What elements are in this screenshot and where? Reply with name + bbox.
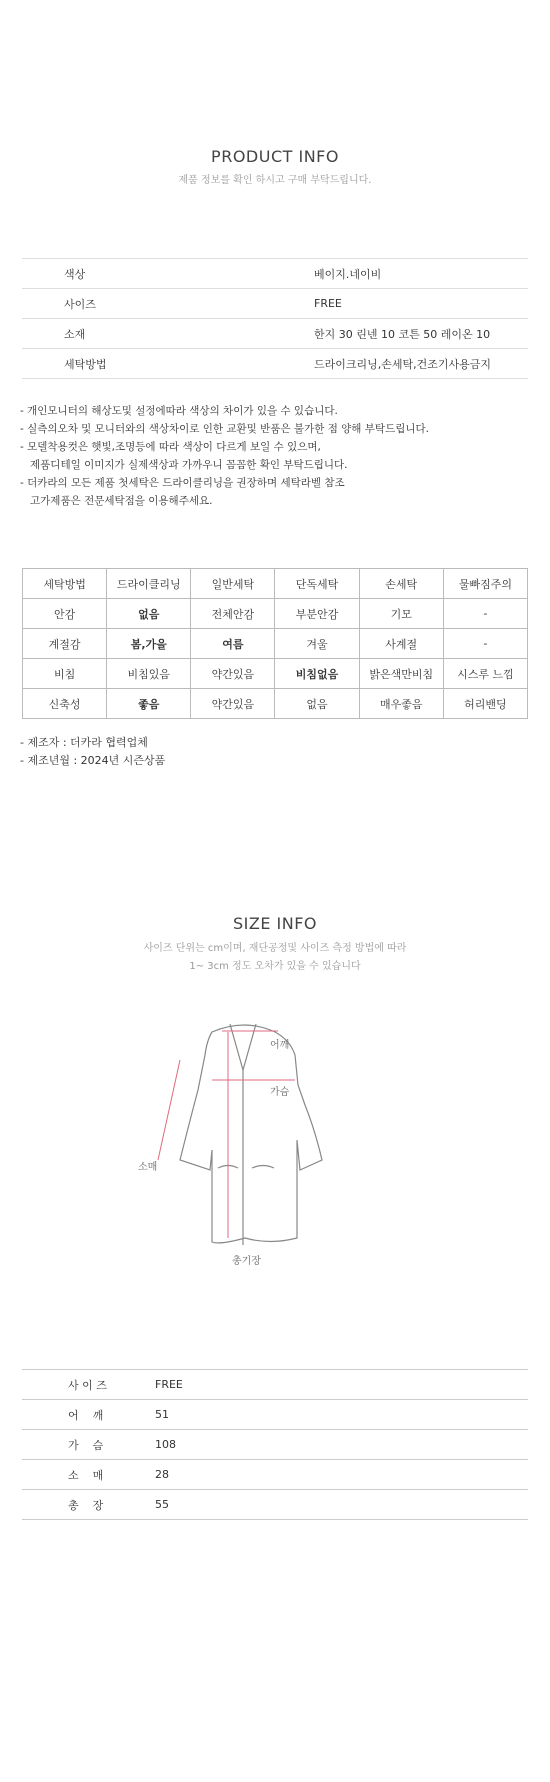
info-label: 소재 (64, 327, 86, 341)
size-value: 55 (155, 1498, 169, 1511)
info-value: FREE (314, 297, 342, 310)
measure-lines (158, 1031, 295, 1238)
table-row (23, 659, 528, 689)
care-cell: 밝은색만비침 (359, 659, 443, 689)
info-label: 색상 (64, 267, 86, 281)
notice-line: - 더카라의 모든 제품 첫세탁은 드라이클리닝을 권장하며 세탁라벨 참조 (20, 477, 345, 489)
table-row (22, 289, 528, 319)
length-label: 총기장 (232, 1256, 261, 1267)
notice-line: - 개인모니터의 해상도및 설정에따라 색상의 차이가 있을 수 있습니다. (20, 405, 338, 417)
care-cell: 매우좋음 (359, 689, 443, 719)
shoulder-label: 어깨 (270, 1040, 290, 1051)
info-label: 세탁방법 (64, 357, 107, 371)
size-label: 사 이 즈 (68, 1378, 107, 1392)
size-value: 108 (155, 1438, 176, 1451)
care-cell: 비침 (23, 659, 107, 689)
care-cell: 좋음 (107, 689, 191, 719)
info-value: 드라이크리닝,손세탁,건조기사용금지 (314, 357, 492, 371)
care-cell: 약간있음 (191, 659, 275, 689)
notice-line: 제품디테일 이미지가 실제색상과 가까우니 꼼꼼한 확인 부탁드립니다. (20, 459, 348, 471)
care-cell: 계절감 (23, 629, 107, 659)
care-cell: 없음 (107, 599, 191, 629)
care-cell: - (443, 599, 527, 629)
table-row (23, 689, 528, 719)
info-value: 한지 30 린넨 10 코튼 50 레이온 10 (314, 327, 491, 341)
size-value: 28 (155, 1468, 169, 1481)
size-label: 총 장 (68, 1498, 104, 1512)
care-header-cell: 세탁방법 (23, 569, 107, 599)
care-cell: 없음 (275, 689, 359, 719)
info-value: 베이지.네이비 (314, 267, 382, 281)
size-label: 어 깨 (68, 1408, 104, 1422)
table-row (23, 629, 528, 659)
table-row (22, 1400, 528, 1430)
care-header-cell: 드라이클리닝 (107, 569, 191, 599)
size-info-subtitle-2: 1~ 3cm 정도 오차가 있을 수 있습니다 (189, 961, 361, 972)
maker-info (20, 734, 165, 770)
size-value: FREE (155, 1378, 183, 1391)
care-cell: 안감 (23, 599, 107, 629)
table-row (22, 1430, 528, 1460)
care-cell: 전체안감 (191, 599, 275, 629)
table-row (23, 599, 528, 629)
care-header-cell: 물빠짐주의 (443, 569, 527, 599)
care-cell: 기모 (359, 599, 443, 629)
table-row (22, 349, 528, 379)
table-row (22, 319, 528, 349)
garment-diagram (138, 1010, 380, 1270)
care-cell: 겨울 (275, 629, 359, 659)
notice-line: 고가제품은 전문세탁점을 이용해주세요. (20, 495, 213, 507)
product-info-subtitle: 제품 정보를 확인 하시고 구매 부탁드립니다. (178, 175, 372, 186)
sleeve-label: 소매 (138, 1162, 158, 1173)
maker-line: - 제조자 : 더카라 협력업체 (20, 736, 148, 749)
notice-line: - 모델착용컷은 햇빛,조명등에 따라 색상이 다르게 보일 수 있으며, (20, 441, 321, 453)
product-info-title: PRODUCT INFO (211, 147, 339, 166)
care-header-cell: 일반세탁 (191, 569, 275, 599)
care-cell: 봄,가을 (107, 629, 191, 659)
care-cell: 약간있음 (191, 689, 275, 719)
maker-line: - 제조년월 : 2024년 시즌상품 (20, 754, 166, 767)
table-row (22, 1490, 528, 1520)
table-row (22, 259, 528, 289)
chest-label: 가슴 (270, 1087, 290, 1098)
care-cell: 비침없음 (275, 659, 359, 689)
care-cell: 여름 (191, 629, 275, 659)
notice-line: - 실측의오차 및 모니터와의 색상차이로 인한 교환및 반품은 불가한 점 양해 부탁드립니다. (20, 423, 429, 435)
size-info-subtitle-1: 사이즈 단위는 cm이며, 재단공정및 사이즈 측정 방법에 따라 (143, 943, 407, 954)
table-row (22, 1370, 528, 1400)
care-header-row (23, 569, 528, 599)
care-cell: 시스루 느낌 (443, 659, 527, 689)
care-cell: 신축성 (23, 689, 107, 719)
notice-list (20, 402, 429, 510)
product-info-table (22, 258, 528, 379)
size-table (22, 1369, 528, 1520)
care-cell: 허리밴딩 (443, 689, 527, 719)
cardigan-outline (180, 1024, 322, 1245)
care-header-cell: 손세탁 (359, 569, 443, 599)
table-row (22, 1460, 528, 1490)
size-label: 가 슴 (68, 1438, 104, 1452)
care-table (22, 568, 528, 719)
care-header-cell: 단독세탁 (275, 569, 359, 599)
care-cell: - (443, 629, 527, 659)
care-cell: 비침있음 (107, 659, 191, 689)
size-info-title: SIZE INFO (232, 914, 317, 933)
care-cell: 부분안감 (275, 599, 359, 629)
size-label: 소 매 (68, 1468, 104, 1482)
size-value: 51 (155, 1408, 169, 1421)
info-label: 사이즈 (64, 297, 96, 311)
care-cell: 사계절 (359, 629, 443, 659)
